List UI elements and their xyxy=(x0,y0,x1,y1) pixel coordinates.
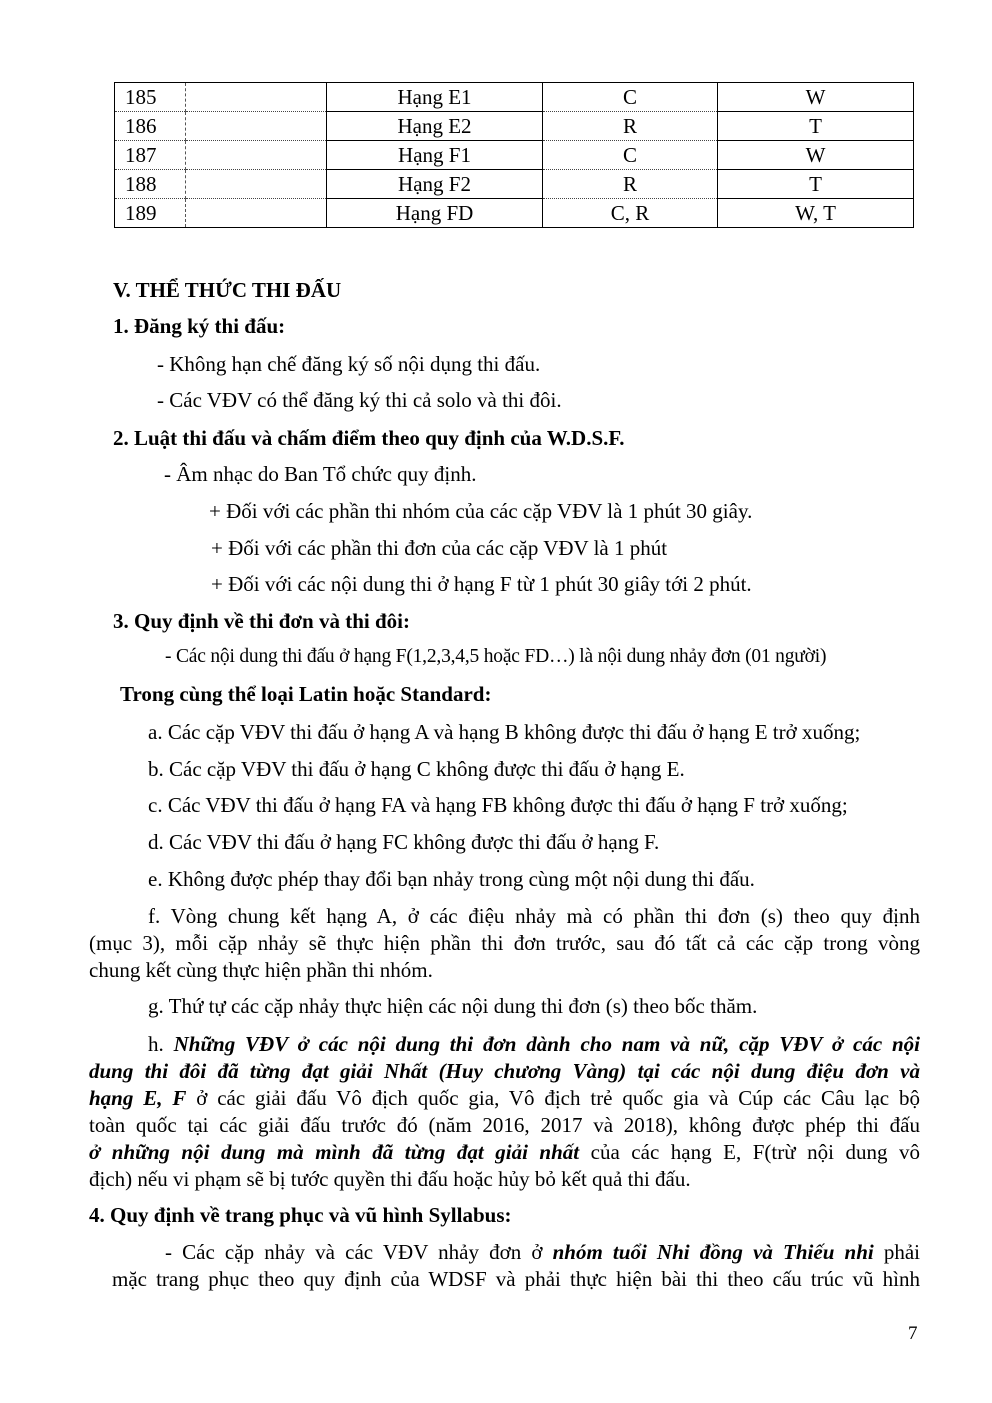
paragraph: toàn quốc tại các giải đấu trước đó (năm 2016, 2017 và 2018), không được phép thi đấu xyxy=(89,1113,920,1137)
class-cell: Hạng F1 xyxy=(327,141,543,170)
subsection-1-title: 1. Đăng ký thi đấu: xyxy=(113,314,286,338)
row-number-cell: 187 xyxy=(115,141,186,170)
row-number-cell: 185 xyxy=(115,83,186,112)
table-row xyxy=(115,112,914,141)
paragraph-text: phải xyxy=(873,1240,921,1264)
paragraph xyxy=(89,1085,920,1111)
paragraph: - Các nội dung thi đấu ở hạng F(1,2,3,4,5 hoặc FD…) là nội dung nhảy đơn (01 người) xyxy=(165,646,827,667)
dance-type-cell: T xyxy=(718,170,914,199)
paragraph xyxy=(89,1139,920,1165)
paragraph xyxy=(165,1239,920,1265)
emphasis-text: hạng E, F xyxy=(89,1086,187,1110)
paragraph: g. Thứ tự các cặp nhảy thực hiện các nội dung thi đơn (s) theo bốc thăm. xyxy=(148,994,758,1018)
empty-cell xyxy=(186,112,327,141)
list-label: h. xyxy=(148,1032,174,1056)
events-table xyxy=(114,82,914,228)
table-row xyxy=(115,141,914,170)
emphasis-text: ở những nội dung mà mình đã từng đạt giải nhất xyxy=(89,1140,580,1164)
subsection-2-title: 2. Luật thi đấu và chấm điểm theo quy định của W.D.S.F. xyxy=(113,426,625,450)
paragraph: (mục 3), mỗi cặp nhảy sẽ thực hiện phần thi đơn trước, sau đó tất cả các cặp trong vòng xyxy=(89,931,920,955)
paragraph: + Đối với các nội dung thi ở hạng F từ 1 phút 30 giây tới 2 phút. xyxy=(211,572,752,596)
empty-cell xyxy=(186,83,327,112)
subsection-subtitle: Trong cùng thể loại Latin hoặc Standard: xyxy=(120,682,492,706)
emphasis-text: nhóm tuổi Nhi đồng và Thiếu nhi xyxy=(552,1240,874,1264)
row-number-cell: 188 xyxy=(115,170,186,199)
paragraph: a. Các cặp VĐV thi đấu ở hạng A và hạng B không được thi đấu ở hạng E trở xuống; xyxy=(148,720,861,744)
paragraph-text: của các hạng E, F(trừ nội dung vô xyxy=(579,1140,921,1164)
row-number-cell: 189 xyxy=(115,199,186,228)
table-row xyxy=(115,83,914,112)
empty-cell xyxy=(186,170,327,199)
subsection-4-title: 4. Quy định về trang phục và vũ hình Syllabus: xyxy=(89,1203,512,1227)
dance-code-cell: R xyxy=(543,112,718,141)
paragraph: e. Không được phép thay đổi bạn nhảy trong cùng một nội dung thi đấu. xyxy=(148,867,755,891)
dance-code-cell: R xyxy=(543,170,718,199)
paragraph: d. Các VĐV thi đấu ở hạng FC không được thi đấu ở hạng F. xyxy=(148,830,660,854)
paragraph xyxy=(148,1031,920,1057)
paragraph-text: - Các cặp nhảy và các VĐV nhảy đơn ở xyxy=(165,1240,553,1264)
empty-cell xyxy=(186,141,327,170)
dance-type-cell: T xyxy=(718,112,914,141)
emphasis-text: Những VĐV ở các nội dung thi đơn dành cho nam và nữ, cặp VĐV ở các nội xyxy=(173,1032,921,1056)
dance-type-cell: W xyxy=(718,141,914,170)
subsection-3-title: 3. Quy định về thi đơn và thi đôi: xyxy=(113,609,410,633)
paragraph: b. Các cặp VĐV thi đấu ở hạng C không được thi đấu ở hạng E. xyxy=(148,757,685,781)
paragraph: + Đối với các phần thi đơn của các cặp VĐV là 1 phút xyxy=(211,536,668,560)
page-number: 7 xyxy=(908,1323,918,1344)
dance-type-cell: W, T xyxy=(718,199,914,228)
dance-type-cell: W xyxy=(718,83,914,112)
paragraph-text: ở các giải đấu Vô địch quốc gia, Vô địch trẻ quốc gia và Cúp các Câu lạc bộ xyxy=(186,1086,920,1110)
empty-cell xyxy=(186,199,327,228)
paragraph: mặc trang phục theo quy định của WDSF và phải thực hiện bài thi theo cấu trúc vũ hình xyxy=(112,1267,920,1291)
paragraph: địch) nếu vi phạm sẽ bị tước quyền thi đấu hoặc hủy bỏ kết quả thi đấu. xyxy=(89,1167,691,1191)
class-cell: Hạng E2 xyxy=(327,112,543,141)
table-row xyxy=(115,170,914,199)
section-title: V. THỂ THỨC THI ĐẤU xyxy=(113,278,342,302)
paragraph: - Các VĐV có thể đăng ký thi cả solo và thi đôi. xyxy=(157,388,562,412)
paragraph: - Âm nhạc do Ban Tổ chức quy định. xyxy=(164,462,477,486)
paragraph: + Đối với các phần thi nhóm của các cặp VĐV là 1 phút 30 giây. xyxy=(209,499,753,523)
table-row xyxy=(115,199,914,228)
dance-code-cell: C xyxy=(543,141,718,170)
emphasis-text: dung thi đôi đã từng đạt giải Nhất (Huy chương Vàng) tại các nội dung điệu đơn và xyxy=(89,1059,920,1083)
class-cell: Hạng FD xyxy=(327,199,543,228)
dance-code-cell: C xyxy=(543,83,718,112)
class-cell: Hạng F2 xyxy=(327,170,543,199)
paragraph: - Không hạn chế đăng ký số nội dụng thi đấu. xyxy=(157,352,541,376)
paragraph: f. Vòng chung kết hạng A, ở các điệu nhảy mà có phần thi đơn (s) theo quy định xyxy=(148,904,920,928)
paragraph: chung kết cùng thực hiện phần thi nhóm. xyxy=(89,958,433,982)
row-number-cell: 186 xyxy=(115,112,186,141)
dance-code-cell: C, R xyxy=(543,199,718,228)
class-cell: Hạng E1 xyxy=(327,83,543,112)
paragraph: c. Các VĐV thi đấu ở hạng FA và hạng FB không được thi đấu ở hạng F trở xuống; xyxy=(148,793,848,817)
